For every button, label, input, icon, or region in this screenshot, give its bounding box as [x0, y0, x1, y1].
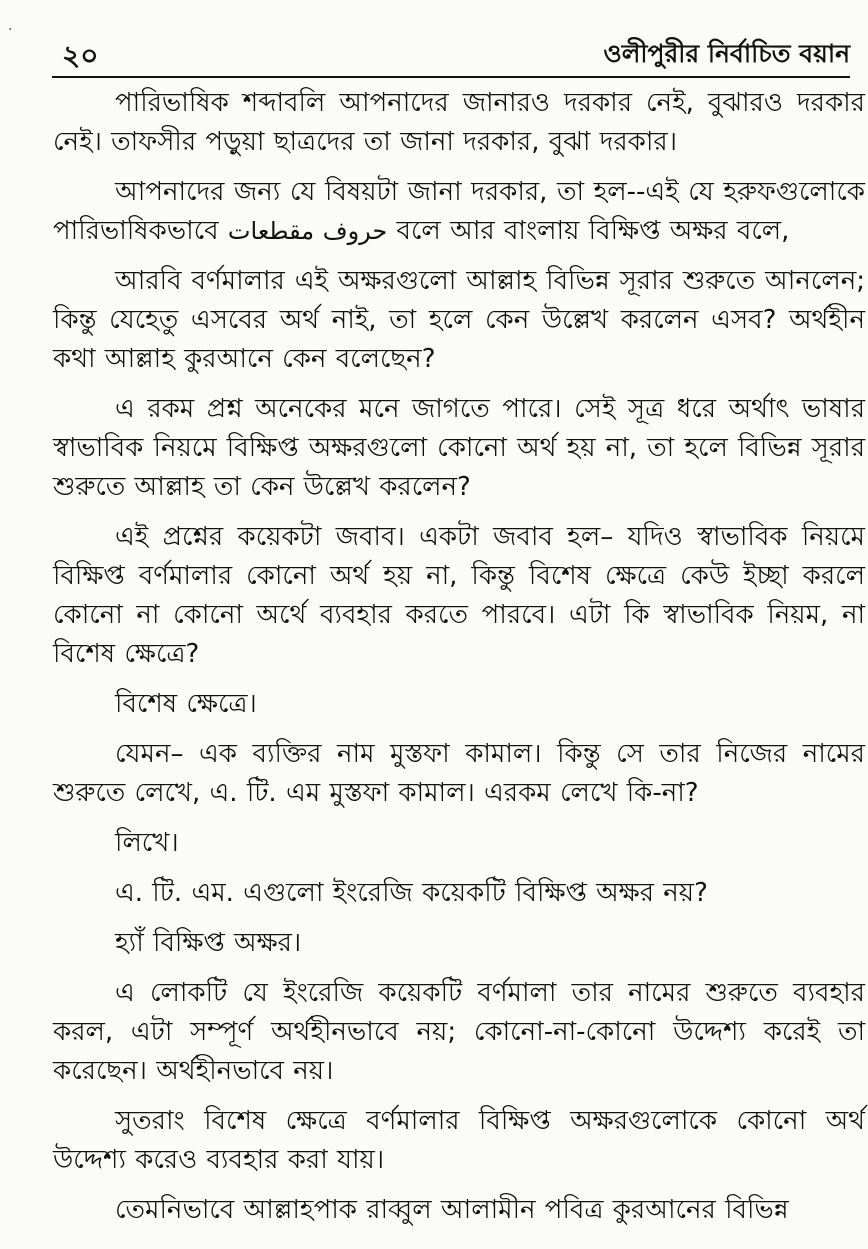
paragraph-1: পারিভাষিক শব্দাবলি আপনাদের জানারও দরকার নেই, বুঝারও দরকার নেই। তাফসীর পড়ুয়া ছাত্রদের তা জানা দরকার, বুঝা দরকার।	[53, 88, 865, 157]
paragraph-13: তেমনিভাবে আল্লাহপাক রাব্বুল আলামীন পবিত্র কুরআনের বিভিন্ন	[115, 1195, 789, 1225]
page-header	[52, 30, 850, 78]
page-number: ২০	[62, 39, 99, 72]
paragraph-6: বিশেষ ক্ষেত্রে।	[115, 689, 257, 719]
paragraph-3: আরবি বর্ণমালার এই অক্ষরগুলো আল্লাহ বিভিন্ন সূরার শুরুতে আনলেন; কিন্তু যেহেতু এসবের অর্থ নাই, তা হলে কেন উল্লেখ করলেন এসব? অর্থহীন কথা আল্লাহ কুরআনে কেন বলেছেন?	[53, 266, 865, 374]
arabic-term: حروف مقطعات	[227, 217, 388, 245]
paragraph-2-tail: বলে আর বাংলায় বিক্ষিপ্ত অক্ষর বলে,	[396, 216, 790, 246]
running-title: ওলীপুরীর নির্বাচিত বয়ান	[603, 39, 850, 68]
paragraph-2	[53, 173, 865, 251]
paragraph-10: হ্যাঁ বিক্ষিপ্ত অক্ষর।	[115, 928, 302, 958]
paragraph-11: এ লোকটি যে ইংরেজি কয়েকটি বর্ণমালা তার নামের শুরুতে ব্যবহার করল, এটা সম্পূর্ণ অর্থহীনভাবে নয়; কোনো-না-কোনো উদ্দেশ্য করেই তা করেছেন। অর্থহীনভাবে নয়।	[53, 978, 865, 1086]
paragraph-8: লিখে।	[115, 828, 179, 858]
margin-mark: ·	[8, 22, 13, 38]
paragraph-5: এই প্রশ্নের কয়েকটা জবাব। একটা জবাব হল– যদিও স্বাভাবিক নিয়মে বিক্ষিপ্ত বর্ণমালার কোনো অর্থ হয় না, কিন্তু বিশেষ ক্ষেত্রে কেউ ইচ্ছা করলে কোনো না কোনো অর্থে ব্যবহার করতে পারবে। এটা কি স্বাভাবিক নিয়ম, না বিশেষ ক্ষেত্রে?	[53, 522, 865, 669]
paragraph-2-lead: আপনাদের জন্য যে বিষয়টা জানা দরকার, তা হল--এই যে হরুফগুলোকে পারিভাষিকভাবে	[53, 177, 865, 246]
page-body	[53, 84, 865, 1241]
paragraph-12: সুতরাং বিশেষ ক্ষেত্রে বর্ণমালার বিক্ষিপ্ত অক্ষরগুলোকে কোনো অর্থ উদ্দেশ্য করেও ব্যবহার করা যায়।	[53, 1106, 865, 1175]
paragraph-7: যেমন– এক ব্যক্তির নাম মুস্তফা কামাল। কিন্তু সে তার নিজের নামের শুরুতে লেখে, এ. টি. এম মুস্তফা কামাল। এরকম লেখে কি-না?	[53, 739, 865, 808]
paragraph-9: এ. টি. এম. এগুলো ইংরেজি কয়েকটি বিক্ষিপ্ত অক্ষর নয়?	[115, 878, 708, 908]
paragraph-4: এ রকম প্রশ্ন অনেকের মনে জাগতে পারে। সেই সূত্র ধরে অর্থাৎ ভাষার স্বাভাবিক নিয়মে বিক্ষিপ্ত অক্ষরগুলো কোনো অর্থ হয় না, তা হলে বিভিন্ন সূরার শুরুতে আল্লাহ তা কেন উল্লেখ করলেন?	[53, 394, 865, 502]
